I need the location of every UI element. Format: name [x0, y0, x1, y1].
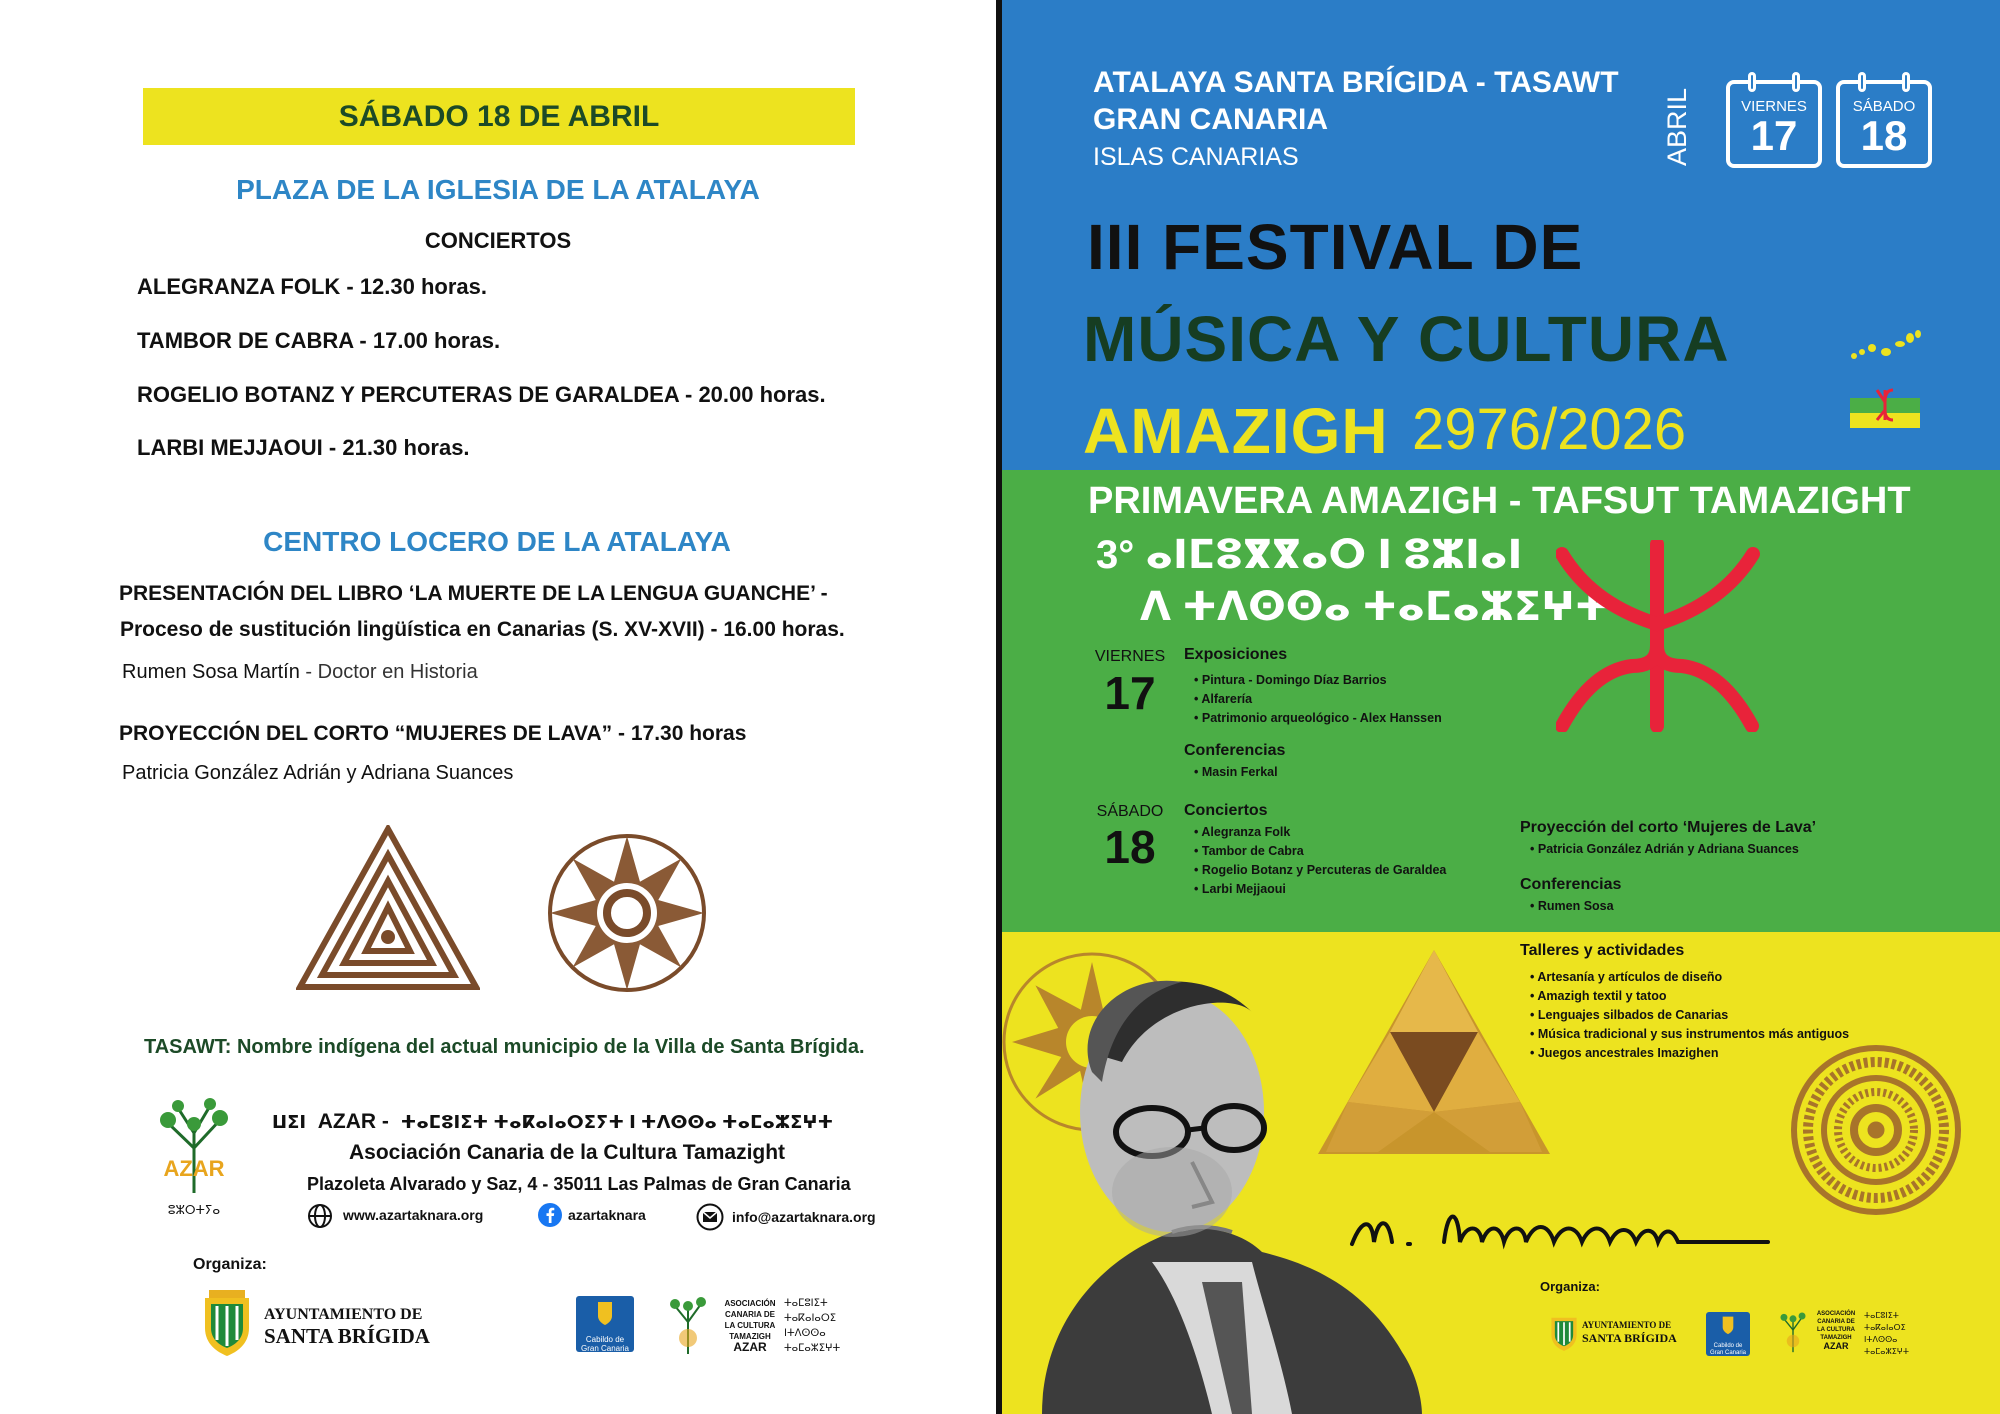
star-wheel-icon	[546, 832, 708, 994]
conferencias-sabado-item-1-text: Rumen Sosa	[1537, 899, 1614, 913]
conciertos-item-2-text: Tambor de Cabra	[1201, 844, 1304, 858]
exposiciones-item-2: • Alfarería	[1194, 692, 1253, 706]
talleres-item-4: • Música tradicional y sus instrumentos más antiguos	[1530, 1027, 1850, 1041]
assoc-small-right-tif-3: ⵏⵜⴷⵙⵙⴰ	[1864, 1335, 1898, 1344]
facebook-icon	[538, 1203, 562, 1227]
facebook-link[interactable]: azartaknara	[568, 1207, 646, 1223]
yaz-symbol-icon	[1556, 540, 1766, 732]
talleres-heading: Talleres y actividades	[1520, 942, 1685, 959]
assoc-small-left-4: TAMAZIGH	[729, 1332, 771, 1341]
assoc-small-right-tif-4: ⵜⴰⵎⴰⵣⵉⵖⵜ	[1864, 1347, 1909, 1356]
talleres-item-1-text: Artesanía y artículos de diseño	[1537, 970, 1723, 984]
concert-item-4: LARBI MEJJAOUI - 21.30 horas.	[137, 435, 470, 460]
conciertos-item-4: • Larbi Mejjaoui	[1194, 882, 1286, 896]
azar-tifinagh-pre: ⵡⵉⵏ	[272, 1112, 307, 1132]
conferencias-sabado-item-1: • Rumen Sosa	[1530, 899, 1614, 913]
month-label: ABRIL	[1662, 87, 1692, 166]
tasawt-label: TASAWT:	[144, 1036, 232, 1058]
cal2-day: SÁBADO	[1852, 98, 1916, 115]
assoc-small-right-4: TAMAZIGH	[1820, 1335, 1852, 1341]
ayto-line2-right: SANTA BRÍGIDA	[1582, 1331, 1677, 1345]
cal1-day: VIERNES	[1741, 98, 1807, 115]
conferencias-heading-viernes: Conferencias	[1184, 742, 1286, 759]
viernes-label: VIERNES	[1094, 648, 1166, 665]
concert-item-1: ALEGRANZA FOLK - 12.30 horas.	[137, 274, 488, 299]
assoc-small-right-azar: AZAR	[1823, 1341, 1849, 1351]
talleres-item-5: • Juegos ancestrales Imazighen	[1530, 1046, 1719, 1060]
santa-brigida-shield-icon-right	[1549, 1312, 1579, 1352]
cabildo-crest-icon	[576, 1296, 634, 1330]
talleres-item-1: • Artesanía y artículos de diseño	[1530, 970, 1723, 984]
talleres-item-2: • Amazigh textil y tatoo	[1530, 989, 1667, 1003]
book-author	[122, 661, 478, 684]
book-author-role: - Doctor en Historia	[299, 661, 478, 683]
cal2-num: 18	[1860, 112, 1908, 159]
conferencias-viernes-item-1: • Masin Ferkal	[1194, 765, 1278, 779]
book-title-line2: Proceso de sustitución lingüística en Canarias (S. XV-XVII) - 16.00 horas.	[120, 618, 845, 641]
calendar-ring	[1902, 72, 1910, 92]
concerts-heading: CONCIERTOS	[424, 228, 572, 253]
date-bar: SÁBADO 18 DE ABRIL	[143, 88, 855, 145]
triangle-motif-icon	[296, 825, 480, 991]
azar-name: AZAR -	[317, 1110, 389, 1133]
calendar-ring	[1858, 72, 1866, 92]
assoc-small-left-tif-3: ⵏⵜⴷⵙⵙⴰ	[784, 1328, 826, 1339]
azar-tree-icon	[148, 1098, 240, 1198]
cabildo-line1-left: Cabildo de	[585, 1335, 625, 1344]
ayto-line1-left: AYUNTAMIENTO DE	[264, 1306, 423, 1323]
conciertos-item-3: • Rogelio Botanz y Percuteras de Garaldea	[1194, 863, 1447, 877]
azar-logo-text: AZAR	[163, 1156, 225, 1181]
azar-tifinagh-post: ⵜⴰⵎⵓⵏⵉⵜ ⵜⴰⴽⴰⵏⴰⵔⵉⵢⵜ ⵏ ⵜⴷⵙⵙⴰ ⵜⴰⵎⴰⵣⵉⵖⵜ	[400, 1112, 834, 1132]
cabildo-line2-right: Gran Canaria	[1709, 1350, 1747, 1356]
calendar-icon-sabado	[1836, 80, 1932, 168]
film-title: PROYECCIÓN DEL CORTO “MUJERES DE LAVA” - 17.30 horas	[119, 722, 747, 745]
conciertos-item-2: • Tambor de Cabra	[1194, 844, 1304, 858]
conciertos-item-1-text: Alegranza Folk	[1201, 825, 1291, 839]
assoc-small-left-tif-4: ⵜⴰⵎⴰⵣⵉⵖⵜ	[784, 1343, 841, 1354]
title-line1: III FESTIVAL DE	[1087, 211, 1584, 283]
email-link[interactable]: info@azartaknara.org	[732, 1209, 876, 1225]
assoc-small-left	[722, 1298, 778, 1353]
organiza-label-left: Organiza:	[193, 1256, 267, 1273]
place-line2: GRAN CANARIA	[1093, 103, 1328, 136]
ayto-line1-right: AYUNTAMIENTO DE	[1582, 1320, 1672, 1330]
assoc-small-left-3: LA CULTURA	[724, 1321, 776, 1330]
conciertos-heading: Conciertos	[1184, 802, 1268, 819]
talleres-item-2-text: Amazigh textil y tatoo	[1537, 989, 1667, 1003]
talleres-item-3-text: Lenguajes silbados de Canarias	[1537, 1008, 1729, 1022]
cabildo-logo-right	[1706, 1312, 1750, 1356]
assoc-small-right-2: CANARIA DE	[1817, 1319, 1855, 1325]
pyramid-motif-icon	[1318, 950, 1550, 1154]
assoc-small-right-tif-2: ⵜⴰⴽⴰⵏⴰⵔⵉ	[1864, 1323, 1906, 1332]
talleres-item-4-text: Música tradicional y sus instrumentos más antiguos	[1537, 1027, 1850, 1041]
tasawt-note	[144, 1036, 865, 1059]
venue-title-plaza: PLAZA DE LA IGLESIA DE LA ATALAYA	[236, 174, 760, 205]
title-line2: MÚSICA Y CULTURA	[1083, 303, 1730, 375]
assoc-small-right	[1812, 1310, 1860, 1350]
assoc-small-right-1: ASOCIACIÓN	[1816, 1311, 1856, 1317]
film-authors: Patricia González Adrián y Adriana Suances	[122, 762, 514, 784]
exposiciones-item-1: • Pintura - Domingo Díaz Barrios	[1194, 673, 1387, 687]
tifinagh-line2: ⴷ ⵜⴷⵙⵙⴰ ⵜⴰⵎⴰⵣⵉⵖⵜ	[1140, 585, 1610, 629]
mail-icon	[696, 1203, 724, 1231]
website-link[interactable]: www.azartaknara.org	[343, 1207, 484, 1223]
proyeccion-item-1: • Patricia González Adrián y Adriana Suances	[1530, 842, 1799, 856]
talleres-item-5-text: Juegos ancestrales Imazighen	[1537, 1046, 1719, 1060]
talleres-item-3: • Lenguajes silbados de Canarias	[1530, 1008, 1729, 1022]
globe-icon	[307, 1203, 333, 1229]
ayto-line2-left: SANTA BRÍGIDA	[264, 1324, 430, 1348]
cabildo-logo-left	[576, 1296, 634, 1352]
azar-title-line	[272, 1110, 833, 1134]
exposiciones-heading: Exposiciones	[1184, 646, 1288, 663]
assoc-small-left-azar: AZAR	[733, 1340, 767, 1354]
subtitle: PRIMAVERA AMAZIGH - TAFSUT TAMAZIGHT	[1088, 480, 1911, 522]
venue-title-centro: CENTRO LOCERO DE LA ATALAYA	[263, 526, 731, 557]
assoc-small-left-tif-1: ⵜⴰⵎⵓⵏⵉⵜ	[784, 1298, 828, 1309]
exposiciones-item-1-text: Pintura - Domingo Díaz Barrios	[1201, 673, 1387, 687]
assoc-small-left-1: ASOCIACIÓN	[724, 1299, 776, 1308]
title-line3a: AMAZIGH	[1083, 395, 1389, 467]
conferencias-heading-sabado: Conferencias	[1520, 876, 1622, 893]
assoc-small-left-2: CANARIA DE	[725, 1310, 775, 1319]
association-name: Asociación Canaria de la Cultura Tamazight	[349, 1141, 786, 1164]
book-author-name: Rumen Sosa Martín	[122, 661, 300, 683]
tasawt-text: Nombre indígena del actual municipio de la Villa de Santa Brígida.	[231, 1036, 865, 1058]
exposiciones-item-2-text: Alfarería	[1201, 692, 1253, 706]
azar-small-logo-right	[1777, 1306, 1809, 1358]
assoc-small-left-tifinagh	[784, 1296, 840, 1356]
cabildo-crest-icon-right	[1706, 1312, 1750, 1338]
association-address: Plazoleta Alvarado y Saz, 4 - 35011 Las Palmas de Gran Canaria	[307, 1174, 851, 1194]
concentric-disc-icon	[1794, 1048, 1958, 1212]
proyeccion-heading: Proyección del corto ‘Mujeres de Lava’	[1520, 819, 1817, 836]
calendar-icon-viernes	[1726, 80, 1822, 168]
calendar-ring	[1792, 72, 1800, 92]
cabildo-line1-right: Cabildo de	[1713, 1343, 1743, 1349]
assoc-small-right-tif-1: ⵜⴰⵎⵓⵏⵉⵜ	[1864, 1311, 1899, 1320]
amazigh-flag-icon	[1850, 382, 1920, 428]
azar-small-logo-left	[665, 1292, 711, 1358]
assoc-small-left-tif-2: ⵜⴰⴽⴰⵏⴰⵔⵉ	[784, 1313, 837, 1324]
organiza-label-right: Organiza:	[1540, 1279, 1600, 1294]
conferencias-viernes-item-1-text: Masin Ferkal	[1201, 765, 1278, 779]
proyeccion-item-1-text: Patricia González Adrián y Adriana Suances	[1537, 842, 1799, 856]
viernes-num: 17	[1104, 667, 1156, 719]
azar-logo-tifinagh: ⵓⵣⵔⵜⵢⴰ	[167, 1203, 221, 1217]
concert-item-3: ROGELIO BOTANZ Y PERCUTERAS DE GARALDEA - 20.00 horas.	[137, 382, 826, 407]
sabado-label: SÁBADO	[1096, 803, 1164, 820]
tifinagh-line1: 3° ⴰⵏⵎⵓⴳⴳⴰⵔ ⵏ ⵓⵣⵏⴰⵏ	[1096, 533, 1523, 577]
calendar-ring	[1748, 72, 1756, 92]
place-line3: ISLAS CANARIAS	[1093, 143, 1299, 171]
conciertos-item-4-text: Larbi Mejjaoui	[1201, 882, 1286, 896]
cal1-num: 17	[1750, 112, 1798, 159]
exposiciones-item-3-text: Patrimonio arqueológico - Alex Hanssen	[1201, 711, 1442, 725]
sabado-num: 18	[1104, 821, 1156, 873]
assoc-small-right-tifinagh	[1864, 1310, 1909, 1358]
conciertos-item-3-text: Rogelio Botanz y Percuteras de Garaldea	[1201, 863, 1447, 877]
conciertos-item-1: • Alegranza Folk	[1194, 825, 1291, 839]
assoc-small-right-3: LA CULTURA	[1817, 1327, 1855, 1333]
santa-brigida-shield-icon	[201, 1288, 253, 1358]
signature-image	[1348, 1198, 1772, 1258]
canary-islands-map-icon	[1848, 330, 1922, 364]
exposiciones-item-3: • Patrimonio arqueológico - Alex Hanssen	[1194, 711, 1442, 725]
title-line3b: 2976/2026	[1412, 397, 1687, 462]
book-title-line1: PRESENTACIÓN DEL LIBRO ‘LA MUERTE DE LA LENGUA GUANCHE’ -	[119, 582, 828, 605]
cabildo-line2-left: Gran Canaria	[580, 1344, 630, 1353]
place-line1: ATALAYA SANTA BRÍGIDA - TASAWT	[1093, 66, 1619, 99]
concert-item-2: TAMBOR DE CABRA - 17.00 horas.	[137, 328, 501, 353]
azar-logo	[148, 1098, 240, 1228]
